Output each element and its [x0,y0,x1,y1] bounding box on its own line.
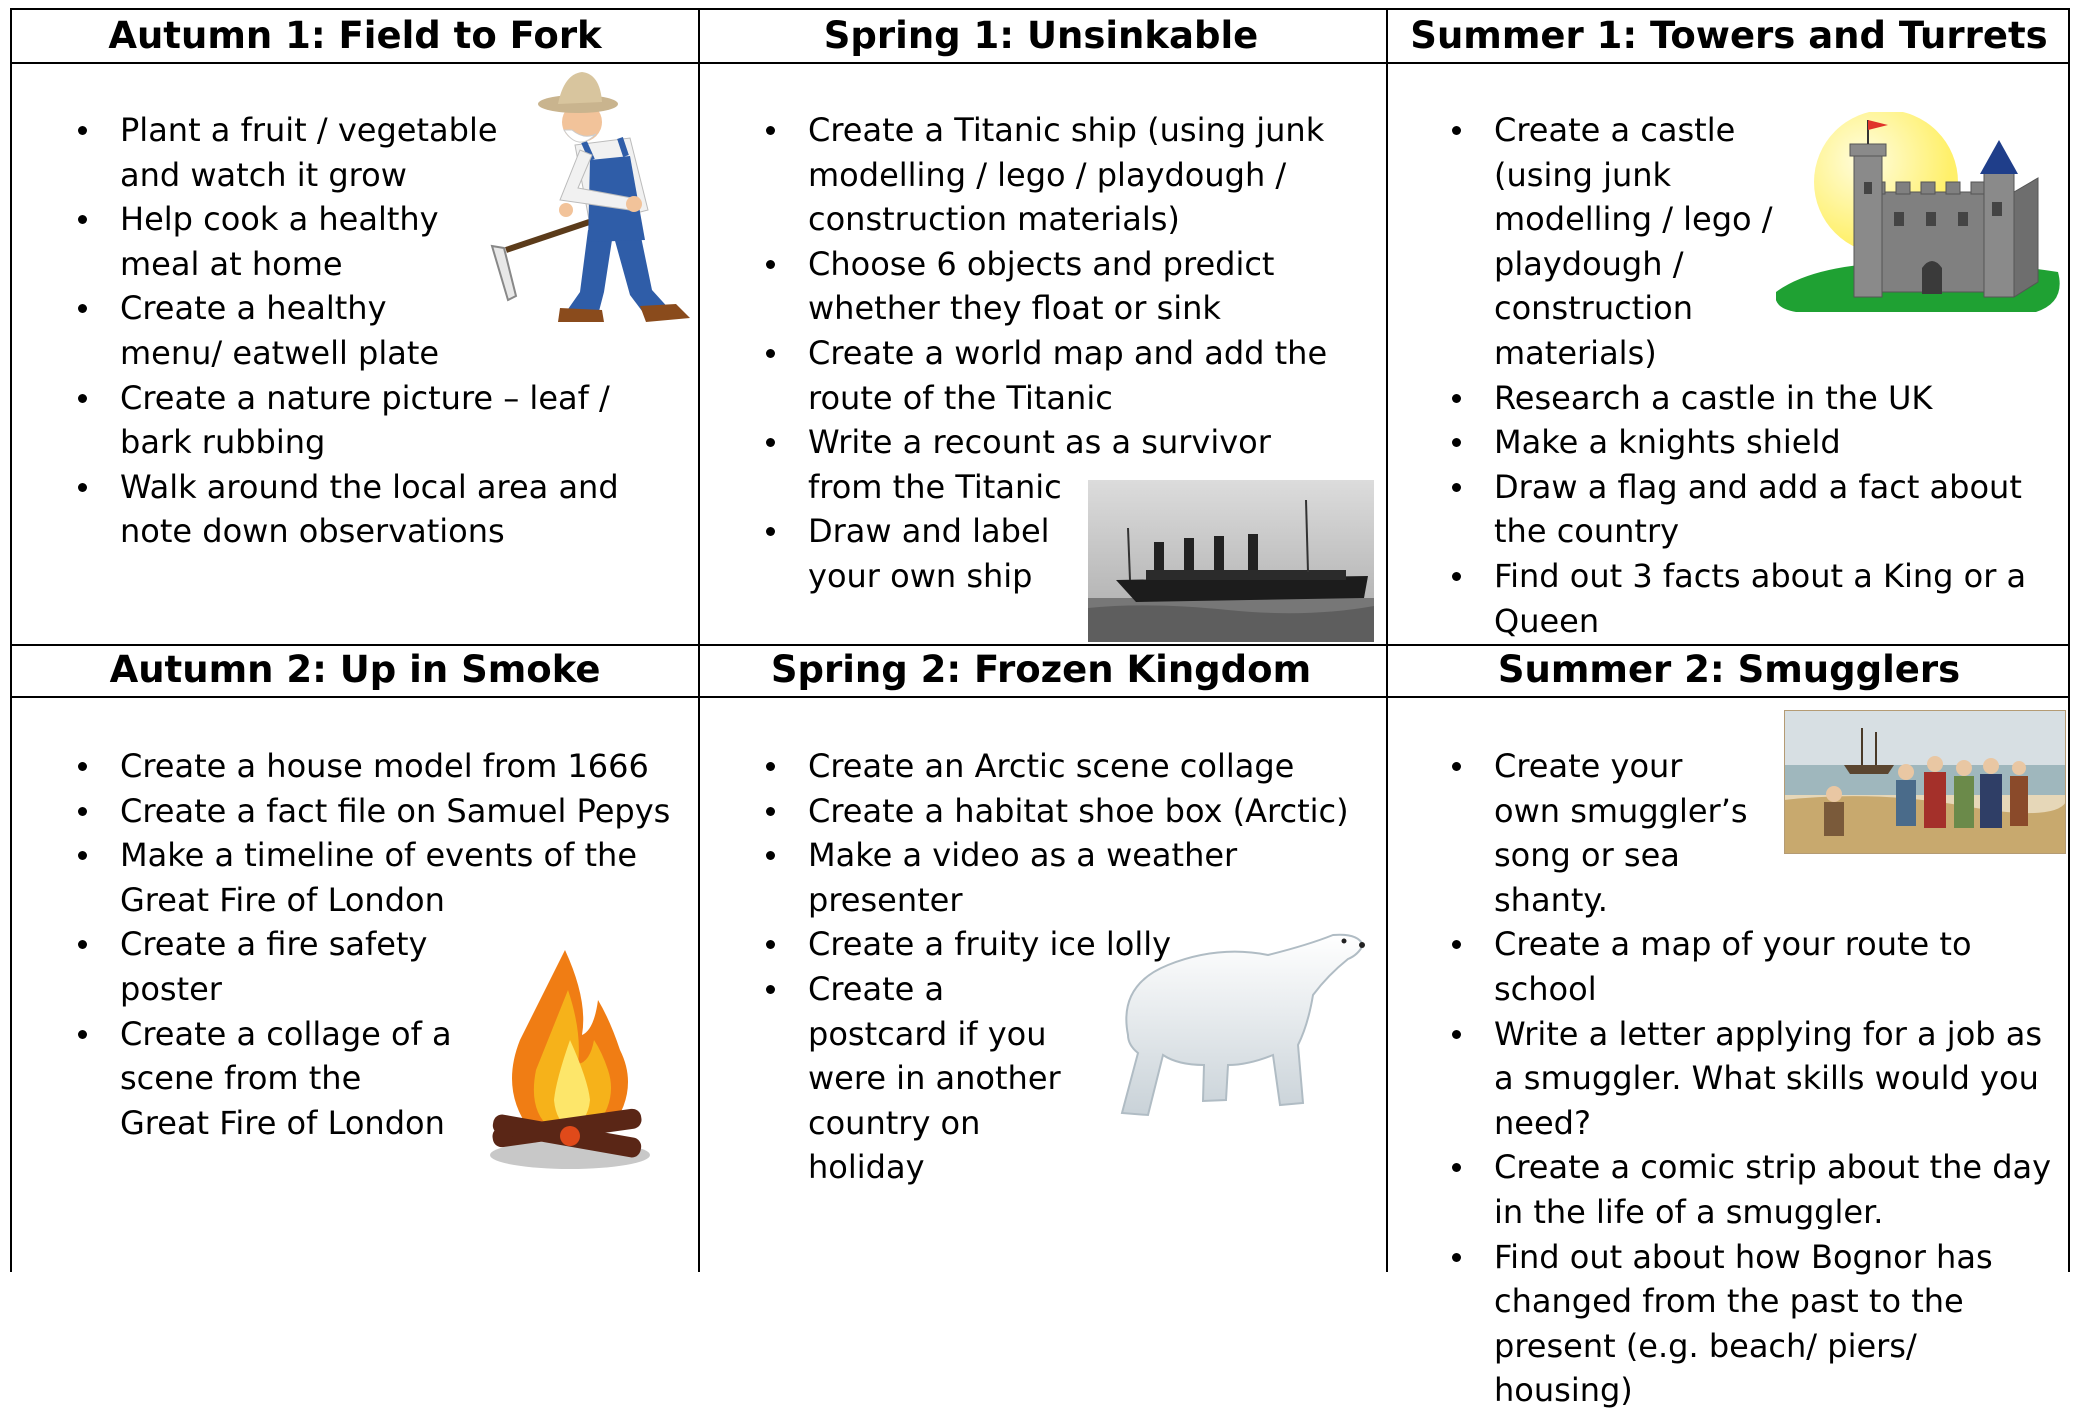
list-item: Draw a flag and add a fact about the country [1494,465,2054,554]
list-item: Research a castle in the UK [1494,376,2054,421]
list-item: Create a comic strip about the day in the life of a smuggler. [1494,1145,2054,1234]
list-item: Create a castle (using junk modelling / lego / playdough / construction materials) [1494,108,1794,376]
list-item: Create a world map and add the route of the Titanic [808,331,1348,420]
list-item: Create a fire safety poster [120,922,440,1011]
row-divider [12,62,2068,64]
column-divider [698,10,700,1272]
list-item: Walk around the local area and note down observations [120,465,680,554]
list-item: Make a video as a weather presenter [808,833,1368,922]
farmer-with-hoe-icon [480,60,695,330]
list-item: Find out about how Bognor has changed from the past to the present (e.g. beach/ piers/ housing) [1494,1235,2054,1413]
campfire-icon [470,940,660,1175]
list-item: Create a postcard if you were in another country on holiday [808,967,1068,1190]
list-item: Create a nature picture – leaf / bark rubbing [120,376,680,465]
list-item: Choose 6 objects and predict whether they float or sink [808,242,1328,331]
list-item: Create a Titanic ship (using junk modelling / lego / playdough / construction materials) [808,108,1328,242]
list-item: Create a fruity ice lolly [808,922,1368,967]
list-item: Create an Arctic scene collage [808,744,1368,789]
list-item: Write a letter applying for a job as a smuggler. What skills would you need? [1494,1012,2054,1146]
list-item: Create a habitat shoe box (Arctic) [808,789,1368,834]
list-item: Create your own smuggler’s song or sea shanty. [1494,744,1754,922]
smugglers-illustration [1784,710,2066,854]
cell-title-spring1: Spring 1: Unsinkable [823,14,1259,57]
list-item: Create a house model from 1666 [120,744,680,789]
cell-title-summer2: Summer 2: Smugglers [1497,648,1961,691]
list-item: Draw and label your own ship [808,509,1068,598]
list-item: Find out 3 facts about a King or a Queen [1494,554,2054,643]
cell-title-spring2: Spring 2: Frozen Kingdom [770,648,1312,691]
list-item: Make a knights shield [1494,420,2054,465]
list-item: Create a healthy menu/ eatwell plate [120,286,460,375]
list-item: Make a timeline of events of the Great Fire of London [120,833,640,922]
polar-bear-icon [1108,925,1368,1125]
cell-title-autumn2: Autumn 2: Up in Smoke [109,648,601,691]
list-item: Write a recount as a survivor from the Titanic [808,420,1348,509]
cell-title-autumn1: Autumn 1: Field to Fork [108,14,602,57]
cell-title-summer1: Summer 1: Towers and Turrets [1410,14,2048,57]
list-item: Help cook a healthy meal at home [120,197,460,286]
list-item: Plant a fruit / vegetable and watch it grow [120,108,500,197]
column-divider [1386,10,1388,1272]
row-divider [12,696,2068,698]
castle-icon [1776,112,2066,322]
list-item: Create a map of your route to school [1494,922,2054,1011]
titanic-photo [1088,480,1374,642]
list-item: Create a collage of a scene from the Great Fire of London [120,1012,460,1146]
list-item: Create a fact file on Samuel Pepys [120,789,680,834]
